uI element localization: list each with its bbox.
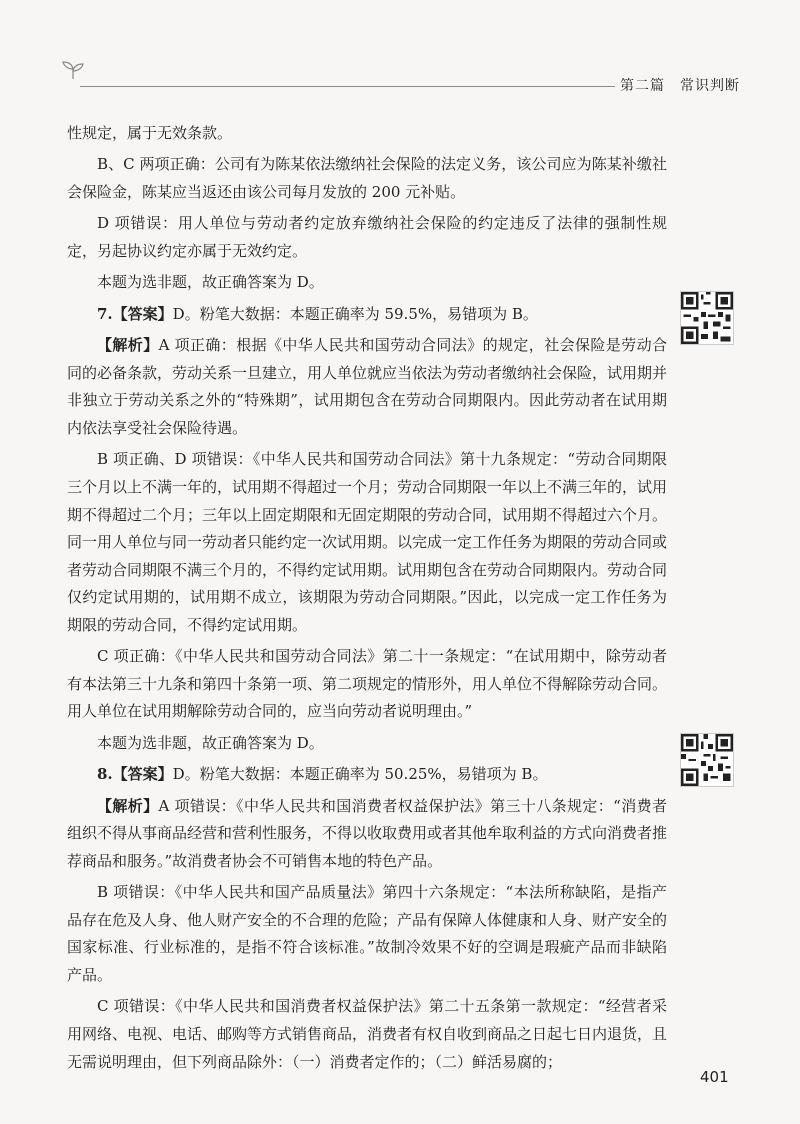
paragraph-text: D 项错误：用人单位与劳动者约定放弃缴纳社会保险的约定违反了法律的强制性规定，另起协议约定亦属于无效约定。 (67, 214, 667, 260)
paragraph-text: B、C 两项正确：公司有为陈某依法缴纳社会保险的法定义务，该公司应为陈某补缴社会保险金，陈某应当返还由该公司每月发放的 200 元补贴。 (67, 155, 667, 201)
header-divider (80, 86, 615, 87)
answer-label: 【解析】 (97, 336, 159, 355)
paragraph (67, 761, 667, 789)
page-header (0, 58, 800, 98)
paragraph (67, 269, 667, 297)
paragraph (67, 210, 667, 265)
page-content (67, 120, 667, 1080)
qr-code-icon[interactable] (680, 291, 734, 345)
paragraph-text: C 项错误：《中华人民共和国消费者权益保护法》第二十五条第一款规定：“经营者采用网络、电视、电话、邮购等方式销售商品，消费者有权自收到商品之日起七日内退货，且无需说明理由，但下列商品除外：（一）消费者定作的；（二）鲜活易腐的； (67, 997, 668, 1071)
paragraph (67, 446, 667, 639)
answer-label: 7.【答案】 (97, 304, 173, 323)
paragraph-text: D。粉笔大数据：本题正确率为 50.25%，易错项为 B。 (172, 765, 548, 784)
answer-label: 8.【答案】 (97, 765, 173, 784)
paragraph (67, 332, 667, 442)
answer-label: 【解析】 (97, 796, 159, 815)
section-title: 第二篇 常识判断 (620, 78, 740, 94)
paragraph-text: A 项错误：《中华人民共和国消费者权益保护法》第三十八条规定：“消费者组织不得从事商品经营和营利性服务，不得以收取费用或者其他牟取利益的方式向消费者推荐商品和服务。”故消费者协会不可销售本地的特色产品。 (67, 796, 668, 870)
paragraph-text: C 项正确：《中华人民共和国劳动合同法》第二十一条规定：“在试用期中，除劳动者有本法第三十九条和第四十条第一项、第二项规定的情形外，用人单位不得解除劳动合同。用人单位在试用期解除劳动合同的，应当向劳动者说明理由。” (67, 647, 668, 721)
paragraph (67, 120, 667, 148)
page-number: 401 (700, 1068, 729, 1086)
paragraph (67, 151, 667, 206)
paragraph-text: B 项错误：《中华人民共和国产品质量法》第四十六条规定：“本法所称缺陷，是指产品存在危及人身、他人财产安全的不合理的危险；产品有保障人体健康和人身、财产安全的国家标准、行业标准的，是指不符合该标准。”故制冷效果不好的空调是瑕疵产品而非缺陷产品。 (67, 883, 668, 984)
paragraph (67, 793, 667, 876)
paragraph (67, 879, 667, 989)
paragraph (67, 730, 667, 758)
paragraph-text: B 项正确、D 项错误：《中华人民共和国劳动合同法》第十九条规定：“劳动合同期限三个月以上不满一年的，试用期不得超过一个月；劳动合同期限一年以上不满三年的，试用期不得超过二个月；三年以上固定期限和无固定期限的劳动合同，试用期不得超过六个月。同一用人单位与同一劳动者只能约定一次试用期。以完成一定工作任务为期限的劳动合同或者劳动合同期限不满三个月的，不得约定试用期。试用期包含在劳动合同期限内。劳动合同仅约定试用期的，试用期不成立，该期限为劳动合同期限。”因此，以完成一定工作任务为期限的劳动合同，不得约定试用期。 (67, 450, 668, 634)
leaf-icon (60, 60, 86, 80)
paragraph-text: A 项正确：根据《中华人民共和国劳动合同法》的规定，社会保险是劳动合同的必备条款，劳动关系一旦建立，用人单位就应当依法为劳动者缴纳社会保险，试用期并非独立于劳动关系之外的“特殊期”，试用期包含在劳动合同期限内。因此劳动者在试用期内依法享受社会保险待遇。 (67, 336, 668, 437)
paragraph-text: 性规定，属于无效条款。 (67, 124, 233, 142)
qr-code-icon[interactable] (680, 733, 734, 787)
paragraph-text: 本题为选非题，故正确答案为 D。 (97, 733, 324, 752)
paragraph (67, 993, 667, 1076)
paragraph (67, 301, 667, 329)
paragraph (67, 643, 667, 726)
paragraph-text: 本题为选非题，故正确答案为 D。 (97, 273, 324, 292)
paragraph-text: D。粉笔大数据：本题正确率为 59.5%，易错项为 B。 (172, 304, 538, 323)
